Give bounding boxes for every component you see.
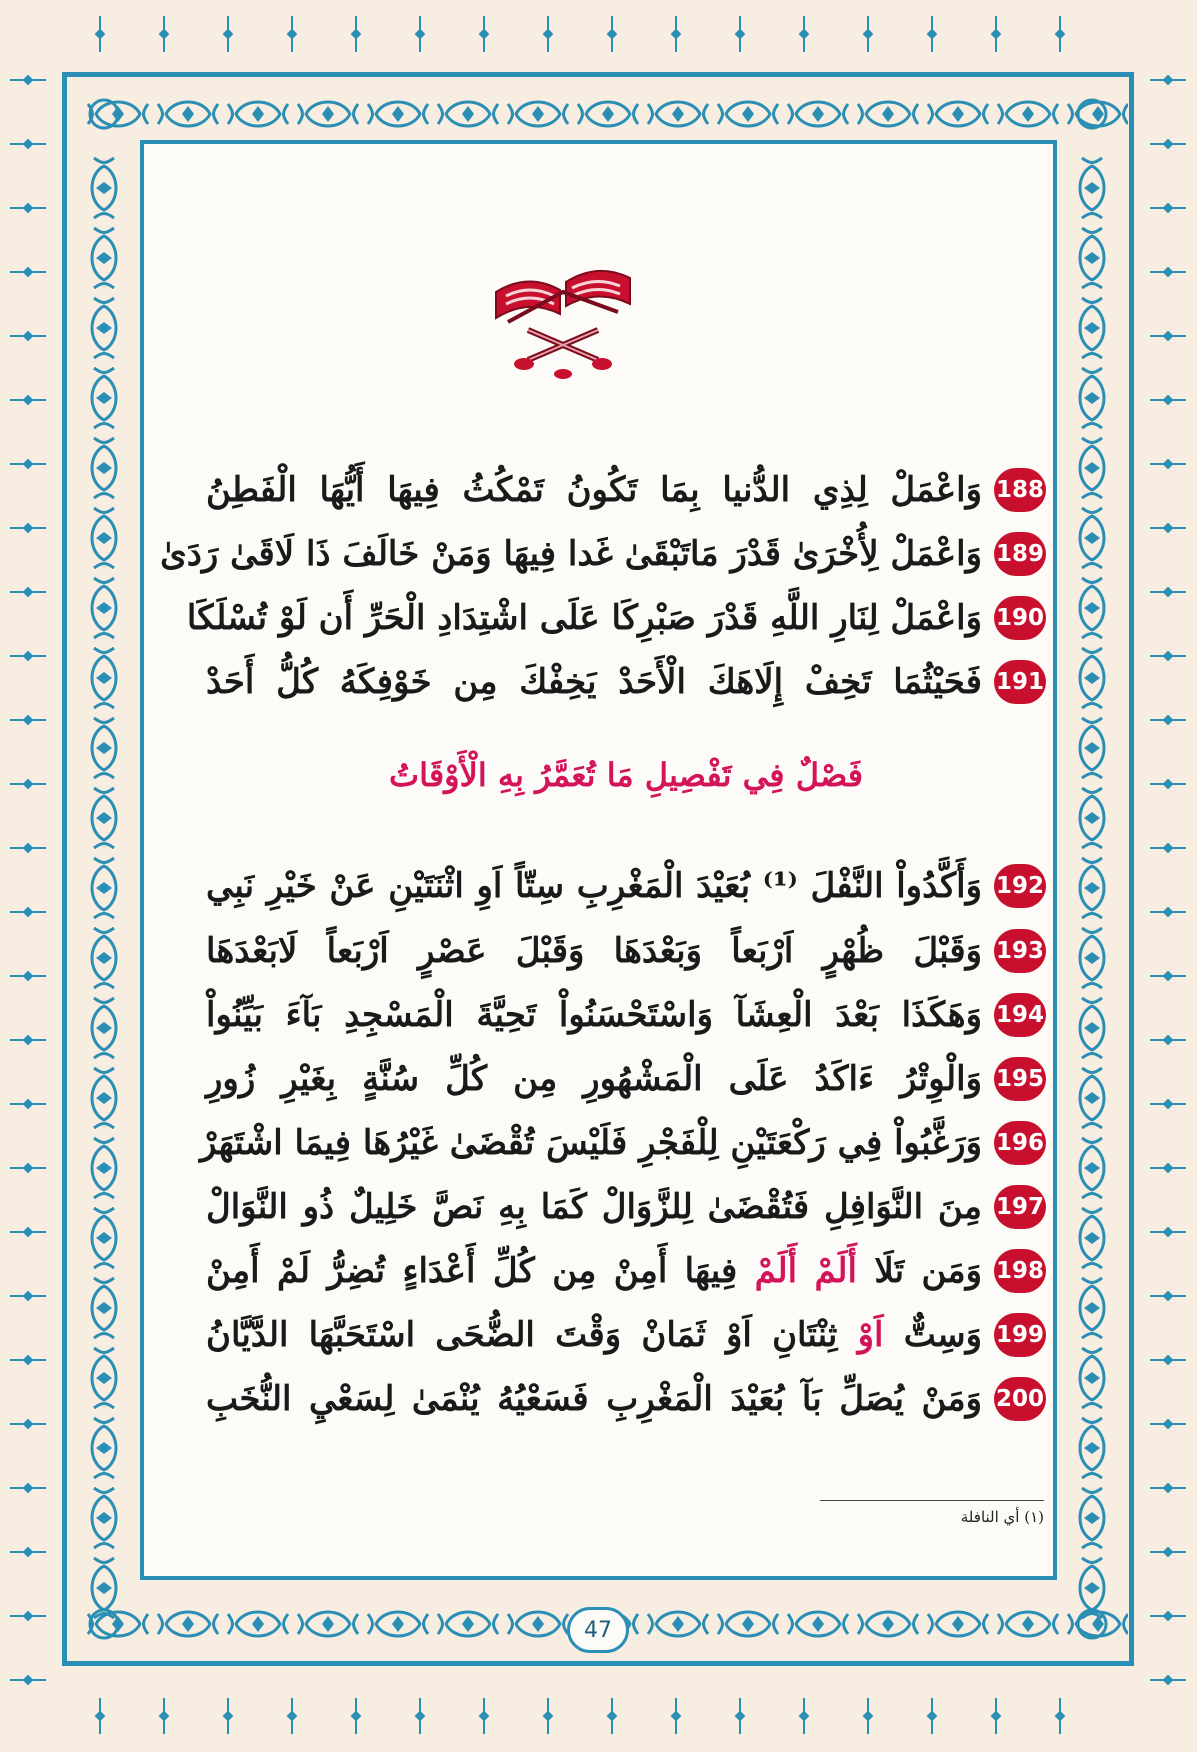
verse-number-badge: 188 <box>994 468 1046 512</box>
verse-text: وَاعْمَلْ لِنَارِ اللَّهِ قَدْرَ صَبْرِكَا عَلَى اشْتِدَادِ الْحَرِّ أَن لَوْ تُسْلَكَا <box>186 598 982 638</box>
verse-row <box>206 1245 1046 1297</box>
verse-number-badge: 196 <box>994 1121 1046 1165</box>
verse-text-end: ثِنْتَانِ اَوْ ثَمَانْ وَقْتَ الضُّحَى اسْتَحَبَّهَا الدَّيَّانُ <box>206 1315 858 1355</box>
section-heading: فَصْلٌ فِي تَفْصِيلِ مَا تُعَمَّرُ بِهِ الْأَوْقَاتُ <box>388 756 864 794</box>
footnote-divider <box>820 1500 1044 1501</box>
verse-text: فَحَيْثُمَا تَخِفْ إِلَاهَكَ الْأَحَدْ يَخِفْكَ مِن خَوْفِكَهُ كُلُّ أَحَدْ <box>206 662 982 702</box>
footnote: (١) أي النافلة <box>960 1508 1044 1526</box>
verse-number-badge: 197 <box>994 1185 1046 1229</box>
verse-row <box>206 925 1046 977</box>
verse-text: وَالْوِتْرُ ءَاكَدُ عَلَى الْمَشْهُورِ مِن كُلِّ سُنَّةٍ بِغَيْرِ زُورِ <box>206 1059 982 1099</box>
verse-text: وَاعْمَلْ لِذِي الدُّنيا بِمَا تَكُونُ تَمْكُثُ فِيهَا أَيُّهَا الْفَطِنُ <box>206 470 982 510</box>
verse-row <box>206 656 1046 708</box>
quran-stand-icon <box>488 252 638 384</box>
verse-text-start: وَمَن تَلَا <box>856 1251 982 1291</box>
verse-text: مِنَ النَّوَافِلِ فَتُقْضَىٰ لِلزَّوَالْ كَمَا بِهِ نَصَّ خَلِيلٌ ذُو النَّوَالْ <box>206 1187 982 1227</box>
verse-text: وَأَكَّدُواْ النَّفْلَ ⁽¹⁾ بُعَيْدَ الْمَغْرِبِ سِتّاً اَوِ اثْنَتَيْنِ عَنْ خَيْرِ نَبِي <box>206 866 982 906</box>
verse-number-badge: 198 <box>994 1249 1046 1293</box>
verse-text-end: فِيهَا أَمِنْ مِن كُلِّ أَعْدَاءٍ تُضِرُّ لَمْ أَمِنْ <box>206 1251 755 1291</box>
highlighted-word: اَوْ <box>857 1315 884 1355</box>
verse-number-badge: 192 <box>994 864 1046 908</box>
verse-number-badge: 194 <box>994 993 1046 1037</box>
verse-text: وَقَبْلَ ظُهْرٍ اَرْبَعاً وَبَعْدَهَا وَقَبْلَ عَصْرٍ اَرْبَعاً لَابَعْدَهَا <box>206 931 982 971</box>
verse-row <box>200 1117 1046 1169</box>
verse-row <box>160 528 1046 580</box>
verse-number-badge: 189 <box>994 532 1046 576</box>
verse-row <box>206 1309 1046 1361</box>
verse-text: وَمَنْ يُصَلِّ بَآ بُعَيْدَ الْمَغْرِبِ فَسَعْيُهُ يُنْمَىٰ لِسَعْيِ النُّخَبِ <box>206 1379 982 1419</box>
verse-row <box>206 464 1046 516</box>
verse-row <box>206 989 1046 1041</box>
verse-text: وَاعْمَلْ لِأُخْرَىٰ قَدْرَ مَاتَبْقَىٰ غَدا فِيهَا وَمَنْ خَالَفَ ذَا لَاقَىٰ رَدَىٰ <box>160 534 982 574</box>
verse-number-badge: 195 <box>994 1057 1046 1101</box>
verse-number-badge: 191 <box>994 660 1046 704</box>
verse-number-badge: 199 <box>994 1313 1046 1357</box>
verse-text-start: وَسِتٌّ <box>883 1315 982 1355</box>
verse-row <box>206 1181 1046 1233</box>
page-number: 47 <box>567 1607 629 1653</box>
verse-text <box>206 1251 982 1291</box>
verse-row <box>206 860 1046 912</box>
verse-row <box>206 1373 1046 1425</box>
verse-row <box>206 1053 1046 1105</box>
verse-text: وَرَغَّبُواْ فِي رَكْعَتَيْنِ لِلْفَجْرِ فَلَيْسَ تُقْضَىٰ غَيْرُهَا فِيمَا اشْتَهَرْ <box>200 1123 982 1163</box>
highlighted-word: أَلَمْ أَلَمْ <box>754 1251 857 1291</box>
verse-number-badge: 200 <box>994 1377 1046 1421</box>
verse-row <box>186 592 1046 644</box>
verse-number-badge: 190 <box>994 596 1046 640</box>
verse-number-badge: 193 <box>994 929 1046 973</box>
verse-text <box>206 1315 982 1355</box>
verse-text: وَهَكَذَا بَعْدَ الْعِشَآ وَاسْتَحْسَنُواْ تَحِيَّةَ الْمَسْجِدِ بَآءَ بَيِّنُواْ <box>206 995 982 1035</box>
